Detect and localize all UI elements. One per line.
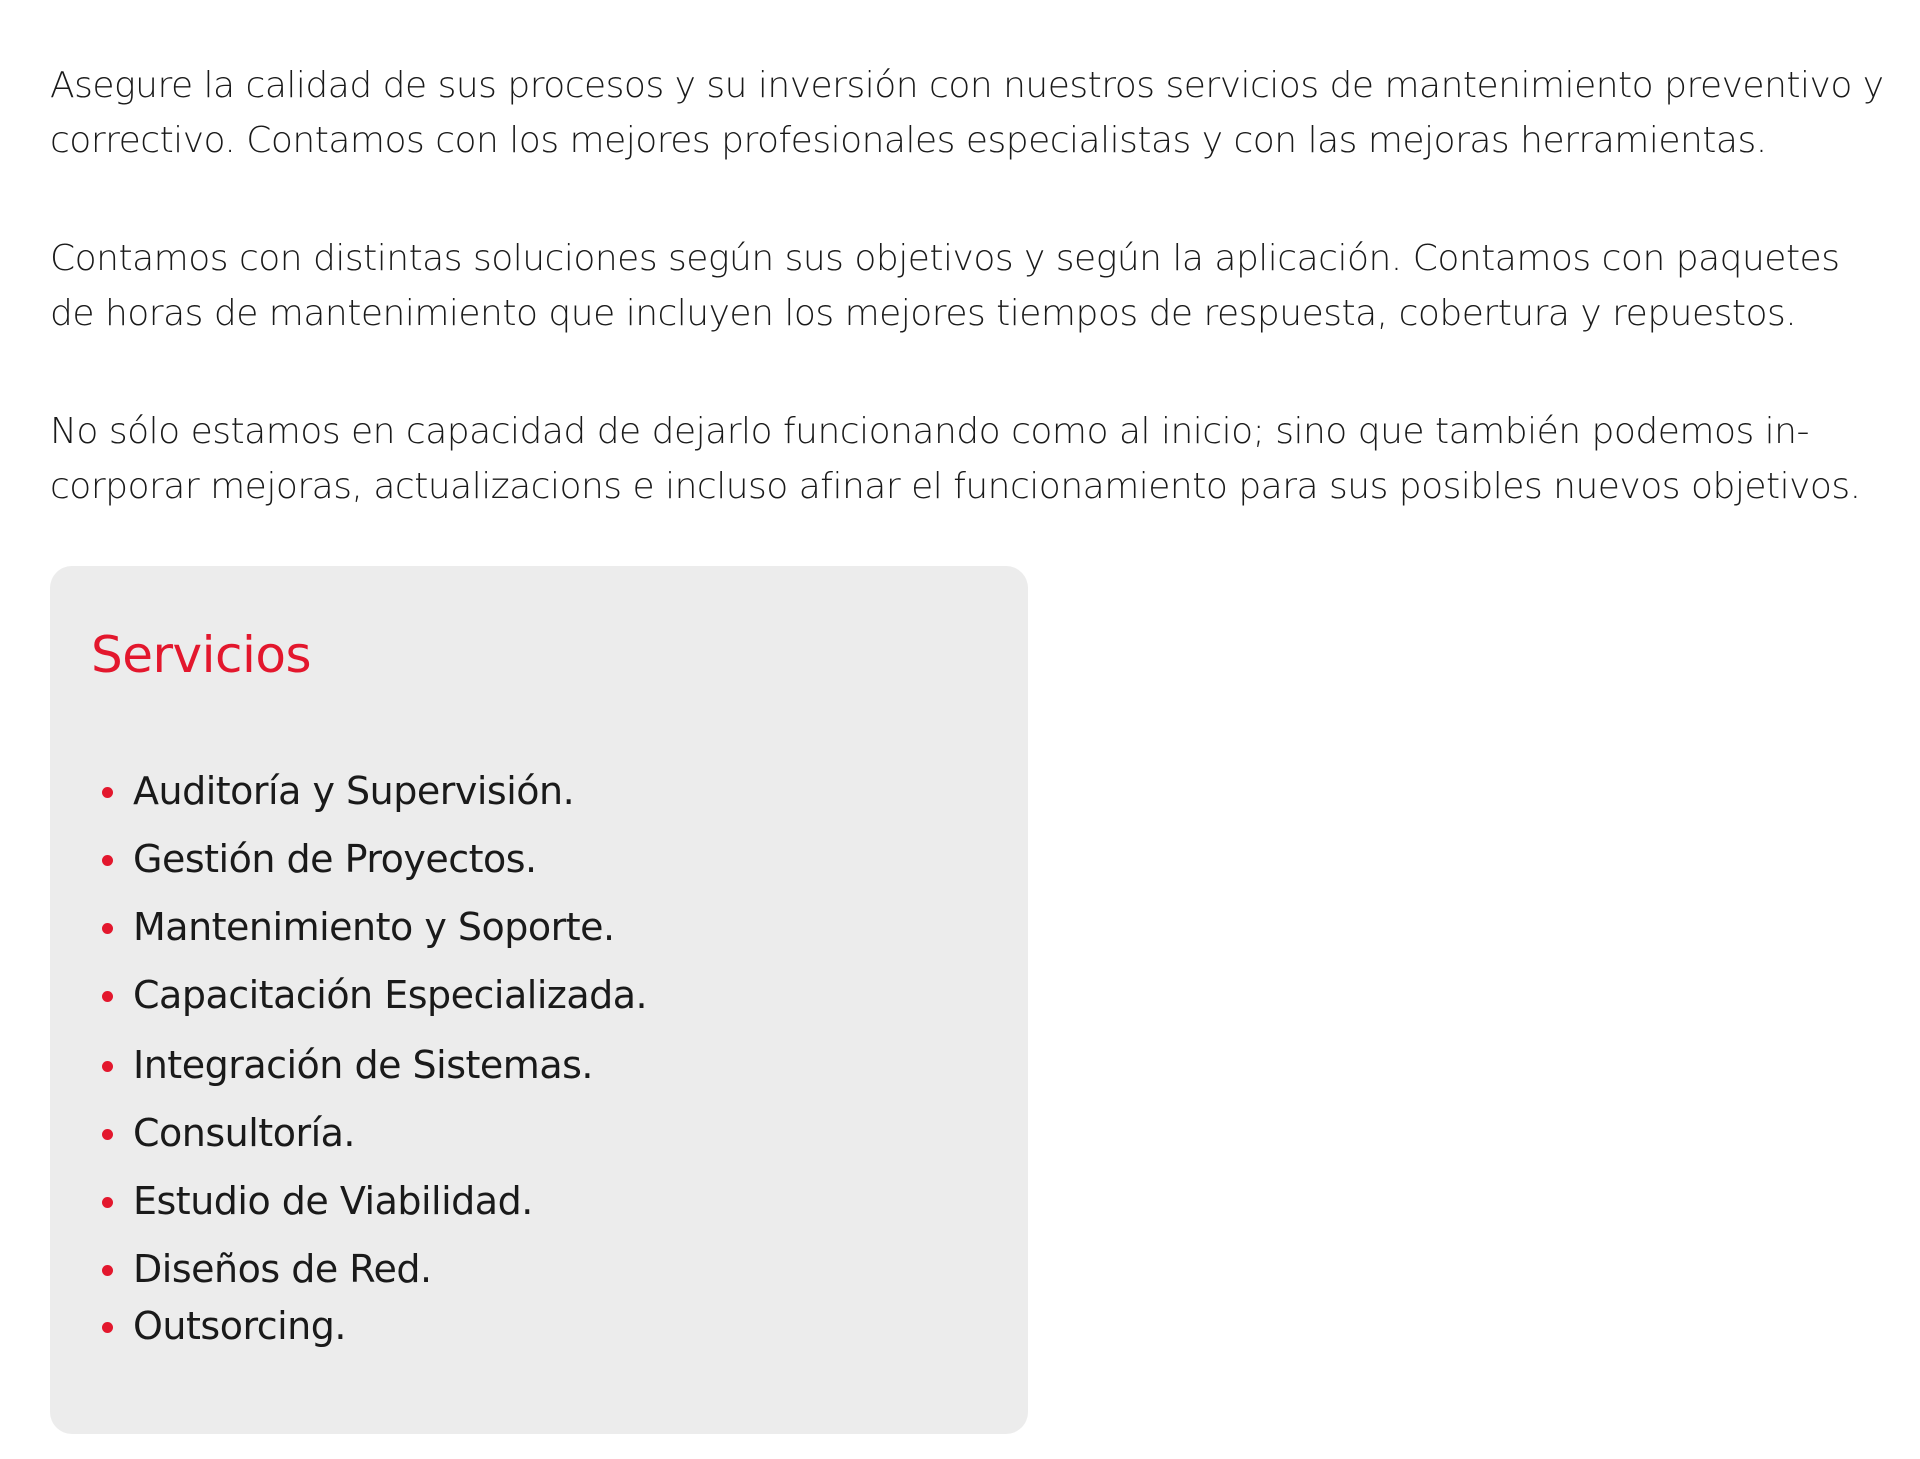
service-label: Capacitación Especializada.: [133, 973, 648, 1017]
service-item: [102, 1112, 647, 1154]
service-item: [102, 838, 647, 880]
service-item: [102, 1248, 647, 1290]
bullet-icon: [102, 923, 113, 934]
bullet-icon: [102, 1265, 113, 1276]
services-panel: [50, 566, 1028, 1434]
service-item: [102, 906, 647, 948]
intro-paragraph: [50, 58, 1890, 168]
service-label: Integración de Sistemas.: [133, 1043, 593, 1087]
bullet-icon: [102, 1197, 113, 1208]
bullet-icon: [102, 1129, 113, 1140]
service-label: Estudio de Viabilidad.: [133, 1179, 533, 1223]
service-label: Gestión de Proyectos.: [133, 837, 537, 881]
intro-paragraph: [50, 404, 1890, 514]
paragraph-line: corporar mejoras, actualizacions e incluso afinar el funcionamiento para sus posibles nuevos objetivos.: [50, 466, 1861, 507]
service-item: [102, 1044, 647, 1086]
paragraph-line: de horas de mantenimiento que incluyen los mejores tiempos de respuesta, cobertura y repuestos.: [50, 293, 1797, 334]
paragraph-line: correctivo. Contamos con los mejores profesionales especialistas y con las mejoras herramientas.: [50, 120, 1767, 161]
bullet-icon: [102, 855, 113, 866]
intro-paragraph: [50, 231, 1890, 341]
service-item: [102, 770, 647, 812]
service-item: [102, 974, 647, 1016]
services-list: [102, 770, 647, 1347]
service-label: Mantenimiento y Soporte.: [133, 905, 615, 949]
services-title: Servicios: [91, 626, 312, 684]
service-label: Diseños de Red.: [133, 1247, 432, 1291]
service-item: [102, 1180, 647, 1222]
service-label: Consultoría.: [133, 1111, 355, 1155]
paragraph-line: Contamos con distintas soluciones según sus objetivos y según la aplicación. Contamos con paquetes: [50, 238, 1840, 279]
service-item: [102, 1305, 647, 1347]
paragraph-line: Asegure la calidad de sus procesos y su inversión con nuestros servicios de mantenimiento preventivo y: [50, 65, 1884, 106]
service-label: Auditoría y Supervisión.: [133, 769, 575, 813]
bullet-icon: [102, 787, 113, 798]
bullet-icon: [102, 991, 113, 1002]
bullet-icon: [102, 1322, 113, 1333]
paragraph-line: No sólo estamos en capacidad de dejarlo funcionando como al inicio; sino que también podemos in-: [50, 411, 1809, 452]
service-label: Outsorcing.: [133, 1304, 346, 1348]
intro-text: [50, 58, 1890, 577]
bullet-icon: [102, 1061, 113, 1072]
